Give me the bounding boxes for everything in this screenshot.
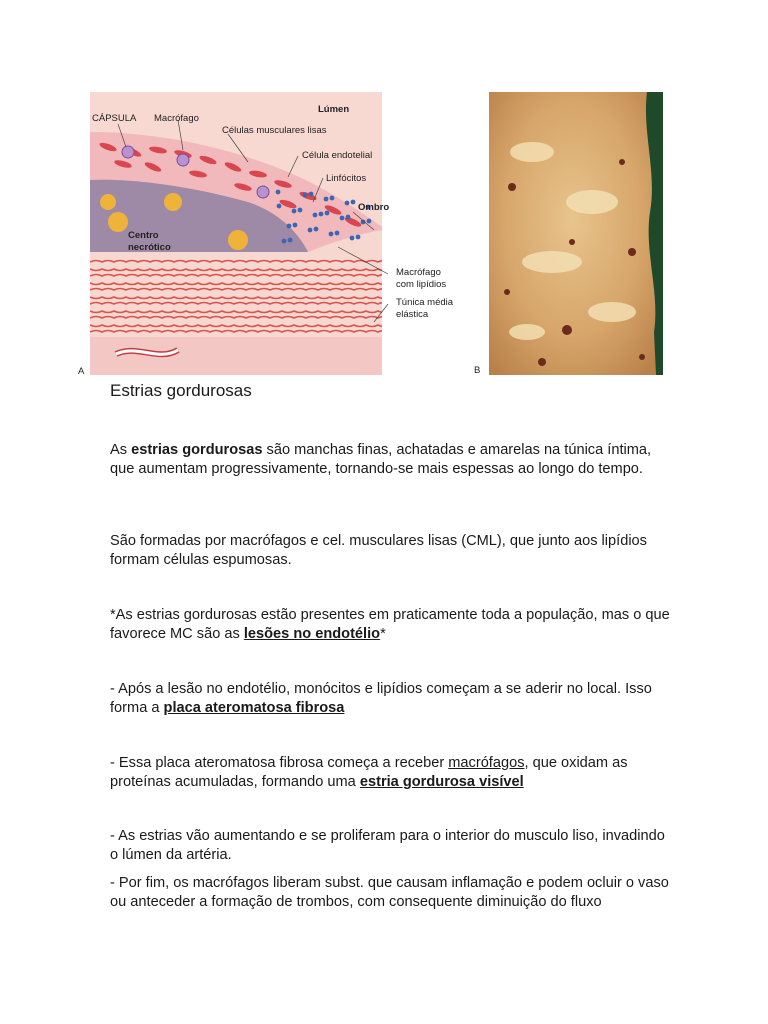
p4-emph: placa ateromatosa fibrosa bbox=[163, 699, 345, 716]
paragraph-prevalence bbox=[110, 606, 670, 643]
p5-pre: - Essa placa ateromatosa fibrosa começa a receber bbox=[110, 755, 449, 771]
p3-emph: lesões no endotélio bbox=[243, 625, 381, 642]
lymphocyte bbox=[277, 204, 282, 209]
lymphocyte bbox=[325, 211, 330, 216]
label-tunica-media-1: Túnica média bbox=[396, 297, 454, 308]
label-necrotico: necrótico bbox=[128, 242, 171, 253]
p3-pre: *As estrias gordurosas estão presentes em praticamente toda a população, mas o que favorece MC são as bbox=[110, 607, 670, 642]
p1-bold-term: estrias gordurosas bbox=[131, 442, 263, 458]
label-ombro: Ombro bbox=[358, 202, 390, 213]
macrophage-cell bbox=[122, 146, 134, 158]
atheroma-diagram bbox=[78, 92, 470, 377]
paragraph-definition bbox=[110, 441, 670, 478]
lymphocyte bbox=[298, 208, 303, 213]
lymphocyte bbox=[340, 216, 345, 221]
lymphocyte bbox=[351, 200, 356, 205]
p5-emph: estria gordurosa visível bbox=[359, 773, 524, 790]
atheroma-diagram-svg bbox=[78, 92, 470, 377]
macrophage-cell bbox=[177, 154, 189, 166]
lymphocyte bbox=[356, 235, 361, 240]
lymphocyte bbox=[276, 190, 281, 195]
panel-a-letter: A bbox=[78, 366, 85, 377]
lymphocyte bbox=[346, 215, 351, 220]
label-macrofago-lipidios-1: Macrófago bbox=[396, 267, 441, 278]
lymphocyte bbox=[293, 223, 298, 228]
p4-pre: - Após a lesão no endotélio, monócitos e lipídios começam a se aderir no local. Isso forma a bbox=[110, 681, 652, 716]
p7-text: - Por fim, os macrófagos liberam subst. que causam inflamação e podem ocluir o vaso ou anteceder a formação de trombos, com consequente diminuição do fluxo bbox=[110, 875, 669, 910]
lymphocyte bbox=[309, 192, 314, 197]
aorta-specimen-svg bbox=[472, 92, 664, 377]
label-macrofago-lipidios-2: com lipídios bbox=[396, 279, 447, 290]
lymphocyte bbox=[367, 219, 372, 224]
lymphocyte bbox=[287, 224, 292, 229]
section-heading: Estrias gordurosas bbox=[110, 381, 252, 400]
label-centro: Centro bbox=[128, 230, 159, 241]
macrophage-cell bbox=[257, 186, 269, 198]
paragraph-formation bbox=[110, 532, 670, 569]
label-celula-endotelial: Célula endotelial bbox=[302, 150, 373, 161]
paragraph-step-inflammation bbox=[110, 874, 670, 911]
lymphocyte bbox=[329, 232, 334, 237]
lymphocyte bbox=[288, 238, 293, 243]
lymphocyte bbox=[282, 239, 287, 244]
lymphocyte bbox=[314, 227, 319, 232]
lymphocyte bbox=[330, 196, 335, 201]
lymphocyte bbox=[324, 197, 329, 202]
lymphocyte bbox=[350, 236, 355, 241]
p5-underline: macrófagos bbox=[448, 755, 525, 771]
lymphocyte bbox=[292, 209, 297, 214]
aorta-specimen-photo bbox=[472, 92, 664, 377]
label-tunica-media-2: elástica bbox=[396, 309, 429, 320]
lymphocyte bbox=[335, 231, 340, 236]
paragraph-step-lesion bbox=[110, 680, 670, 717]
p1-post: são manchas finas, achatadas e amarelas na túnica íntima, que aumentam progressivamente, tornando-se mais espessas ao longo do tempo. bbox=[110, 442, 652, 477]
panel-b-letter: B bbox=[474, 365, 481, 376]
p6-text: - As estrias vão aumentando e se proliferam para o interior do musculo liso, invadindo o lúmen da artéria. bbox=[110, 828, 665, 863]
lymphocyte bbox=[319, 212, 324, 217]
paragraph-step-proliferation bbox=[110, 827, 670, 864]
label-lumen: Lúmen bbox=[318, 104, 350, 115]
label-linfocitos: Linfócitos bbox=[326, 173, 367, 184]
p2-text: São formadas por macrófagos e cel. musculares lisas (CML), que junto aos lipídios formam células espumosas. bbox=[110, 533, 647, 568]
lymphocyte bbox=[345, 201, 350, 206]
paragraph-step-macrophages bbox=[110, 754, 670, 791]
label-macrofago: Macrófago bbox=[154, 113, 199, 124]
p3-post: * bbox=[380, 625, 386, 642]
lymphocyte bbox=[308, 228, 313, 233]
label-capsula: CÁPSULA bbox=[92, 113, 137, 124]
p5-mid: , que oxidam as proteínas acumuladas, formando uma bbox=[110, 755, 628, 790]
label-celulas-musculares: Células musculares lisas bbox=[222, 125, 327, 136]
lymphocyte bbox=[313, 213, 318, 218]
lymphocyte bbox=[303, 193, 308, 198]
p1-pre: As bbox=[110, 442, 132, 458]
